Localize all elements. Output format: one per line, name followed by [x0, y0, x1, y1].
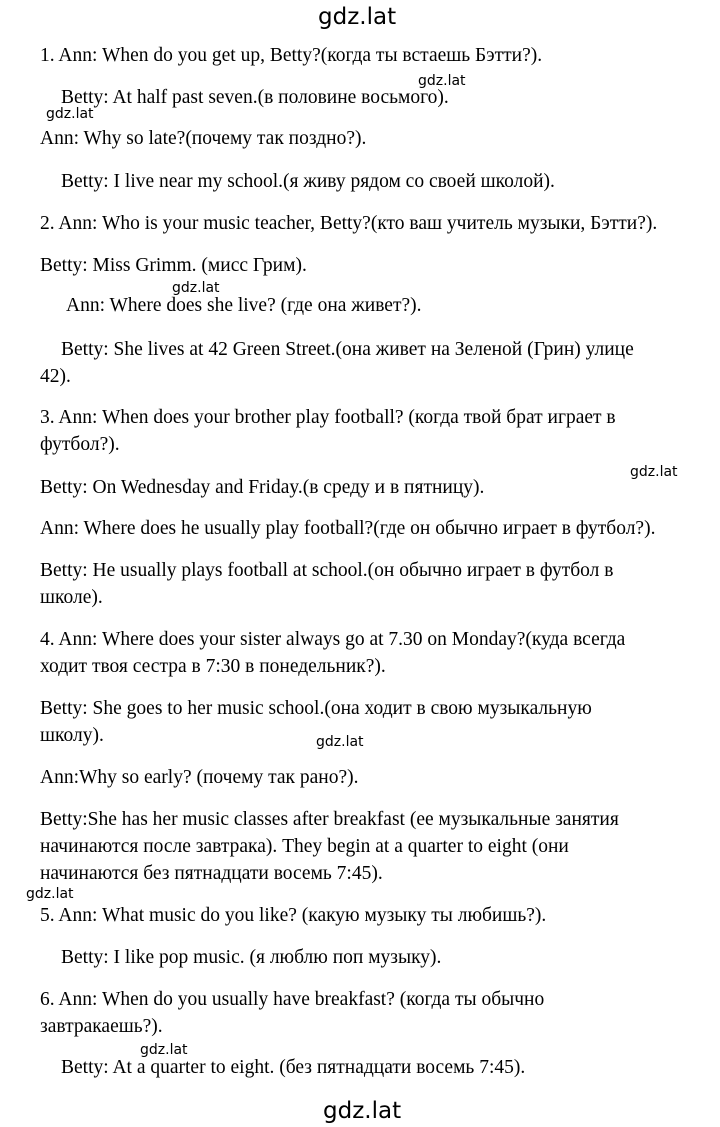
dialogue-line: Ann: Why so late?(почему так поздно?).: [40, 128, 367, 149]
watermark-small: gdz.lat: [418, 73, 466, 89]
dialogue-line: 6. Ann: When do you usually have breakfast? (когда ты обычно: [40, 989, 545, 1010]
dialogue-line: Betty:She has her music classes after breakfast (ее музыкальные занятия: [40, 809, 619, 830]
dialogue-line: 2. Ann: Who is your music teacher, Betty?(кто ваш учитель музыки, Бэтти?).: [40, 213, 658, 234]
dialogue-line: Betty: I like pop music. (я люблю поп музыку).: [61, 947, 442, 968]
watermark-small: gdz.lat: [140, 1042, 188, 1058]
dialogue-line: завтракаешь?).: [40, 1016, 163, 1037]
dialogue-line: Betty: She lives at 42 Green Street.(она живет на Зеленой (Грин) улице: [61, 339, 634, 360]
dialogue-line: Ann: Where does she live? (где она живет?).: [66, 295, 422, 316]
watermark-small: gdz.lat: [46, 106, 94, 122]
dialogue-line: Ann:Why so early? (почему так рано?).: [40, 767, 359, 788]
watermark-top: gdz.lat: [318, 4, 397, 30]
dialogue-line: ходит твоя сестра в 7:30 в понедельник?).: [40, 656, 386, 677]
watermark-small: gdz.lat: [630, 464, 678, 480]
watermark-small: gdz.lat: [26, 886, 74, 902]
dialogue-line: 4. Ann: Where does your sister always go at 7.30 on Monday?(куда всегда: [40, 629, 626, 650]
dialogue-line: Betty: She goes to her music school.(она ходит в свою музыкальную: [40, 698, 592, 719]
dialogue-line: Betty: On Wednesday and Friday.(в среду и в пятницу).: [40, 477, 485, 498]
dialogue-line: 42).: [40, 366, 71, 387]
dialogue-line: 5. Ann: What music do you like? (какую музыку ты любишь?).: [40, 905, 547, 926]
dialogue-line: 1. Ann: When do you get up, Betty?(когда ты встаешь Бэтти?).: [40, 45, 543, 66]
watermark-small: gdz.lat: [316, 734, 364, 750]
dialogue-line: школе).: [40, 587, 103, 608]
dialogue-line: школу).: [40, 725, 104, 746]
dialogue-line: Betty: At a quarter to eight. (без пятнадцати восемь 7:45).: [61, 1057, 526, 1078]
dialogue-line: Ann: Where does he usually play football?(где он обычно играет в футбол?).: [40, 518, 656, 539]
dialogue-line: футбол?).: [40, 434, 120, 455]
dialogue-line: Betty: He usually plays football at school.(он обычно играет в футбол в: [40, 560, 614, 581]
dialogue-line: Betty: I live near my school.(я живу рядом со своей школой).: [61, 171, 555, 192]
watermark-small: gdz.lat: [172, 280, 220, 296]
dialogue-line: 3. Ann: When does your brother play football? (когда твой брат играет в: [40, 407, 616, 428]
dialogue-line: Betty: At half past seven.(в половине восьмого).: [61, 87, 449, 108]
dialogue-line: начинаются без пятнадцати восемь 7:45).: [40, 863, 383, 884]
watermark-bottom: gdz.lat: [323, 1098, 402, 1124]
dialogue-line: Betty: Miss Grimm. (мисс Грим).: [40, 255, 307, 276]
dialogue-line: начинаются после завтрака). They begin at a quarter to eight (они: [40, 836, 569, 857]
